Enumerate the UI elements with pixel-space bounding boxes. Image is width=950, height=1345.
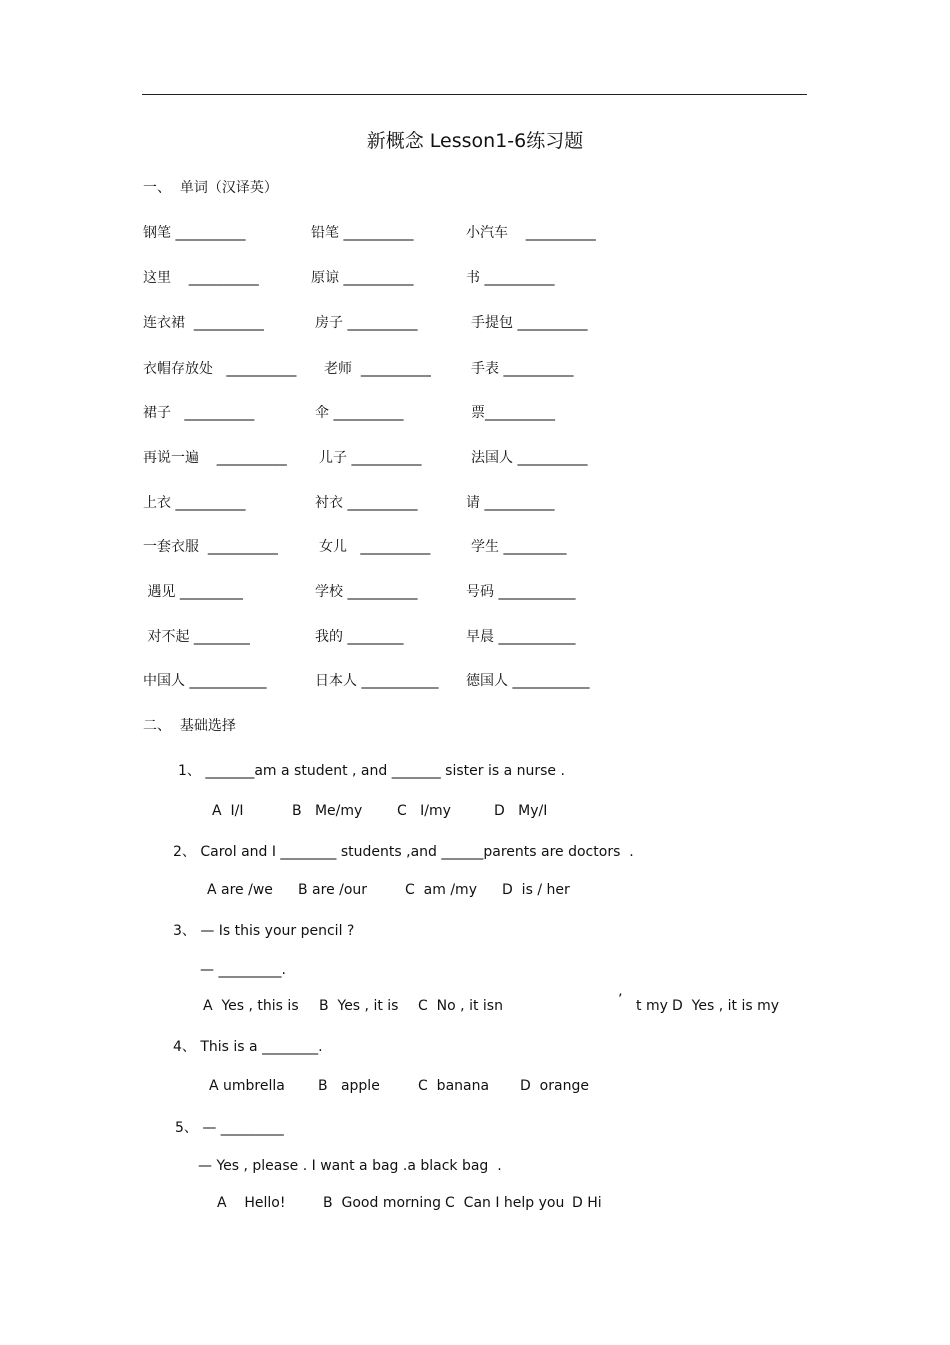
q4-option-c: C banana [418, 1078, 490, 1094]
vocab-item: 连衣裙 __________ [143, 315, 264, 331]
vocab-item: 日本人 ___________ [315, 673, 439, 689]
vocab-item: 遇见 _________ [143, 584, 243, 600]
question-3: 3、 — Is this your pencil ? [173, 923, 355, 939]
section-1-heading: 一、 单词（汉译英） [143, 180, 278, 196]
vocab-item: 手表 __________ [471, 361, 574, 377]
q3-option-a: A Yes , this is [203, 998, 299, 1014]
vocab-item: 一套衣服 __________ [143, 539, 278, 555]
vocab-item: 请 __________ [466, 495, 555, 511]
q1-option-a: A I/I [212, 803, 244, 819]
vocab-item: 法国人 __________ [471, 450, 588, 466]
vocab-item: 裙子 __________ [143, 405, 255, 421]
q5-option-c: C Can I help you [445, 1195, 565, 1211]
vocab-item: 中国人 ___________ [143, 673, 267, 689]
vocab-item: 学校 __________ [315, 584, 418, 600]
vocab-item: 伞 __________ [315, 405, 404, 421]
q2-option-d: D is / her [502, 882, 570, 898]
vocab-item: 衣帽存放处 __________ [143, 361, 297, 377]
q1-option-d: D My/I [494, 803, 548, 819]
question-4: 4、 This is a ________. [173, 1039, 323, 1055]
vocab-item: 上衣 __________ [143, 495, 246, 511]
q3-apostrophe: ’ [618, 992, 623, 1008]
q1-option-c: C I/my [397, 803, 451, 819]
q5-option-b: B Good morning [323, 1195, 442, 1211]
vocab-item: 手提包 __________ [471, 315, 588, 331]
q2-option-a: A are /we [207, 882, 273, 898]
question-1: 1、 _______am a student , and _______ sister is a nurse . [178, 763, 565, 779]
vocab-item: 原谅 __________ [311, 270, 414, 286]
vocab-item: 这里 __________ [143, 270, 259, 286]
q3-option-b: B Yes , it is [319, 998, 399, 1014]
q5-option-d: D Hi [572, 1195, 602, 1211]
q4-option-a: A umbrella [209, 1078, 285, 1094]
vocab-item: 再说一遍 __________ [143, 450, 287, 466]
top-rule [142, 94, 807, 95]
q3-option-c-tail: t my [636, 998, 668, 1014]
q2-option-b: B are /our [298, 882, 368, 898]
vocab-item: 号码 ___________ [466, 584, 576, 600]
vocab-item: 德国人 ___________ [466, 673, 590, 689]
q2-option-c: C am /my [405, 882, 477, 898]
q3-option-d: D Yes , it is my [672, 998, 780, 1014]
vocab-item: 票__________ [471, 405, 555, 421]
q4-option-b: B apple [318, 1078, 380, 1094]
q5-reply: — Yes , please . I want a bag .a black bag . [198, 1158, 502, 1174]
vocab-item: 书 __________ [466, 270, 555, 286]
vocab-item: 儿子 __________ [319, 450, 422, 466]
vocab-item: 对不起 ________ [143, 629, 250, 645]
q4-option-d: D orange [520, 1078, 589, 1094]
section-2-heading: 二、 基础选择 [143, 718, 236, 734]
vocab-item: 铅笔 __________ [311, 225, 414, 241]
vocab-item: 小汽车 __________ [466, 225, 596, 241]
q1-option-b: B Me/my [292, 803, 363, 819]
vocab-item: 钢笔 __________ [143, 225, 246, 241]
vocab-item: 女儿 __________ [319, 539, 431, 555]
q5-option-a: A Hello! [217, 1195, 286, 1211]
vocab-item: 学生 _________ [471, 539, 567, 555]
vocab-item: 老师 __________ [324, 361, 431, 377]
q3-answer-line: — _________. [200, 962, 286, 978]
vocab-item: 我的 ________ [315, 629, 404, 645]
page-title: 新概念 Lesson1-6练习题 [366, 130, 584, 152]
question-5: 5、 — _________ [175, 1120, 284, 1136]
question-2: 2、 Carol and I ________ students ,and ______parents are doctors . [173, 844, 634, 860]
vocab-item: 房子 __________ [315, 315, 418, 331]
vocab-item: 早晨 ___________ [466, 629, 576, 645]
vocab-item: 衬衣 __________ [315, 495, 418, 511]
q3-option-c: C No , it isn [418, 998, 503, 1014]
